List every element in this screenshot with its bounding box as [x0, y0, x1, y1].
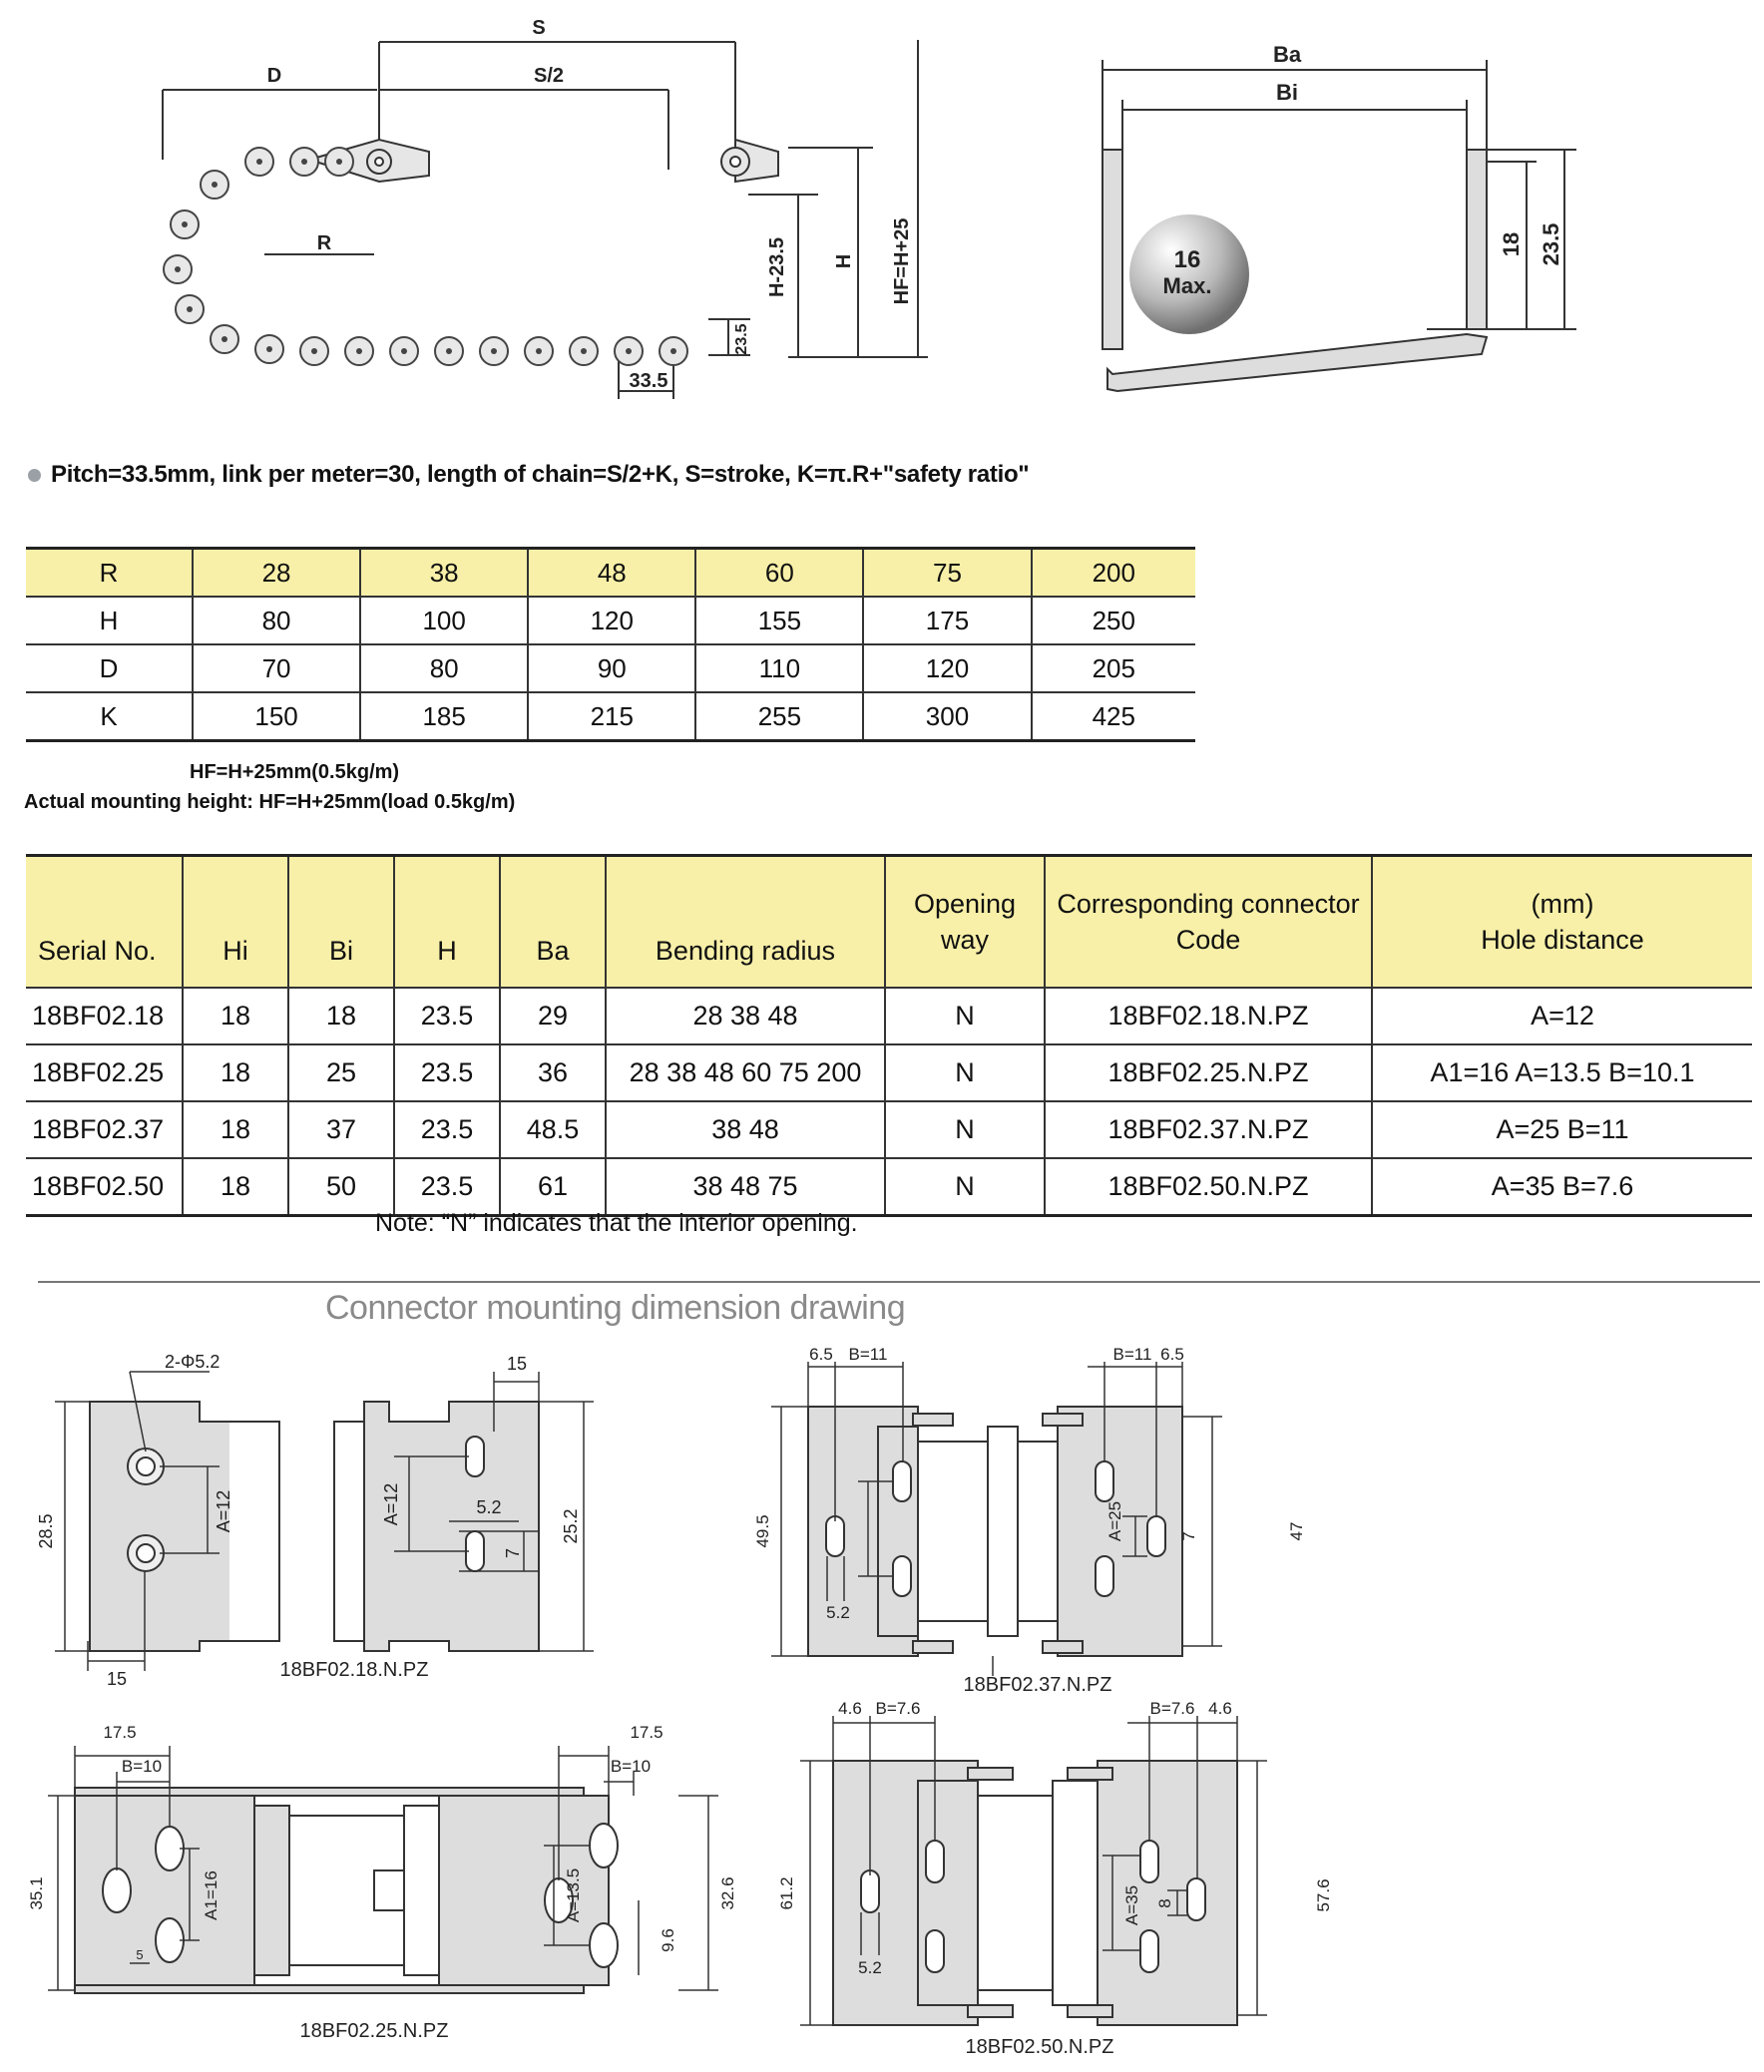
radius-cell: 250: [1032, 597, 1195, 644]
series-cell-h: 23.5: [394, 1101, 500, 1158]
dim-h235-label: H-23.5: [766, 236, 788, 298]
series-cell-hole: A=12: [1372, 988, 1752, 1044]
series-cell-hi: 18: [183, 1101, 288, 1158]
radius-cell: 90: [528, 644, 695, 692]
radius-cell: 60: [695, 549, 863, 598]
header-ba: Ba: [500, 856, 606, 989]
c37-code-label: 18BF02.37.N.PZ: [963, 1674, 1112, 1696]
c18-bot15-label: 15: [106, 1669, 128, 1689]
c18-slotw-label: 5.2: [476, 1497, 502, 1517]
series-cell-h: 23.5: [394, 1158, 500, 1216]
header-opening-line1: Opening: [913, 889, 1017, 919]
pitch-note-text: Pitch=33.5mm, link per meter=30, length of chain=S/2+K, S=stroke, K=π.R+"safety ratio": [51, 461, 1030, 488]
c37-hright-label: 47: [1287, 1521, 1306, 1541]
ball-max-label: Max.: [1162, 273, 1212, 298]
radius-cell: 80: [360, 644, 528, 692]
c25-bl-label: B=10: [121, 1757, 163, 1776]
c37-tr2-label: 6.5: [1160, 1345, 1184, 1364]
c25-br-label: B=10: [610, 1757, 652, 1776]
series-cell-bi: 50: [288, 1158, 394, 1216]
section-divider: [38, 1281, 1760, 1283]
series-cell-bi: 25: [288, 1044, 394, 1101]
series-cell-bending: 28 38 48: [606, 988, 885, 1044]
header-serial: Serial No.: [26, 856, 183, 989]
c50-tl2-label: B=7.6: [875, 1699, 921, 1718]
c25-hright-label: 32.6: [718, 1876, 737, 1910]
c37-tl1-label: 6.5: [809, 1345, 833, 1364]
c50-hleft-label: 61.2: [777, 1876, 796, 1910]
c25-hleft-label: 35.1: [27, 1876, 46, 1910]
header-opening-line2: way: [940, 925, 989, 955]
radius-row-label: R: [26, 549, 193, 598]
series-cell-connector: 18BF02.25.N.PZ: [1045, 1044, 1372, 1101]
series-cell-bi: 18: [288, 988, 394, 1044]
chain-side-view-drawing: [130, 0, 948, 409]
series-cell-connector: 18BF02.37.N.PZ: [1045, 1101, 1372, 1158]
c25-tl-label: 17.5: [103, 1723, 137, 1742]
radius-cell: 255: [695, 692, 863, 741]
c25-nine-label: 9.6: [659, 1928, 677, 1952]
connector-drawing-18: [30, 1342, 629, 1691]
series-cell-connector: 18BF02.18.N.PZ: [1045, 988, 1372, 1044]
c18-holes-label: 2-Φ5.2: [165, 1352, 220, 1372]
radius-row-label: H: [26, 597, 193, 644]
connector-drawing-25: [20, 1716, 738, 2055]
series-cell-serial: 18BF02.50: [26, 1158, 183, 1216]
radius-cell: 28: [193, 549, 360, 598]
series-cell-hole: A1=16 A=13.5 B=10.1: [1372, 1044, 1752, 1101]
header-connector-line2: Code: [1175, 925, 1241, 955]
series-cell-connector: 18BF02.50.N.PZ: [1045, 1158, 1372, 1216]
series-cell-hi: 18: [183, 1158, 288, 1216]
series-cell-opening: N: [885, 1044, 1045, 1101]
series-cell-ba: 61: [500, 1158, 606, 1216]
dim-ba-label: Ba: [1272, 42, 1302, 67]
chain-cross-section-drawing: [1088, 30, 1606, 409]
series-row: [26, 1044, 1752, 1101]
dim-bi-label: Bi: [1276, 80, 1298, 105]
connector-drawing-37: [743, 1342, 1342, 1701]
section-title: Connector mounting dimension drawing: [325, 1289, 906, 1327]
dim-pitch-label: 33.5: [629, 370, 668, 392]
series-cell-hi: 18: [183, 1044, 288, 1101]
series-cell-opening: N: [885, 988, 1045, 1044]
radius-cell: 425: [1032, 692, 1195, 741]
series-cell-bending: 38 48 75: [606, 1158, 885, 1216]
c25-five-label: 5: [136, 1947, 144, 1962]
series-cell-hi: 18: [183, 988, 288, 1044]
radius-cell: 100: [360, 597, 528, 644]
radius-cell: 70: [193, 644, 360, 692]
dim-d-label: D: [266, 65, 282, 87]
c50-tr2-label: 4.6: [1208, 1699, 1232, 1718]
series-cell-opening: N: [885, 1158, 1045, 1216]
c18-top15-label: 15: [506, 1354, 528, 1374]
radius-cell: 38: [360, 549, 528, 598]
series-cell-serial: 18BF02.37: [26, 1101, 183, 1158]
c37-a-label: A=25: [1105, 1500, 1124, 1542]
hf-note-2: Actual mounting height: HF=H+25mm(load 0.5kg/m): [24, 791, 516, 813]
series-header-row: [26, 856, 1752, 989]
dim-hi-label: 18: [1499, 231, 1524, 257]
hf-note-1: HF=H+25mm(0.5kg/m): [190, 761, 400, 783]
c18-code-label: 18BF02.18.N.PZ: [279, 1659, 429, 1681]
c18-hleft-label: 28.5: [36, 1513, 56, 1549]
series-cell-ba: 29: [500, 988, 606, 1044]
series-cell-serial: 18BF02.25: [26, 1044, 183, 1101]
series-cell-h: 23.5: [394, 1044, 500, 1101]
c50-code-label: 18BF02.50.N.PZ: [965, 2036, 1114, 2058]
radius-row-label: D: [26, 644, 193, 692]
c18-sloth-label: 7: [503, 1547, 523, 1559]
radius-cell: 205: [1032, 644, 1195, 692]
connector-drawing-50: [768, 1696, 1367, 2065]
radius-cell: 155: [695, 597, 863, 644]
radius-cell: 300: [863, 692, 1031, 741]
bending-radius-table: [26, 547, 1195, 742]
c37-tl2-label: B=11: [848, 1345, 888, 1364]
radius-cell: 110: [695, 644, 863, 692]
header-hole: [1372, 856, 1752, 989]
interior-opening-note: Note: “N” indicates that the interior opening.: [375, 1209, 858, 1237]
c37-hleft-label: 49.5: [753, 1514, 772, 1548]
dim-r-label: R: [316, 232, 332, 254]
c18-aright-label: A=12: [381, 1482, 401, 1526]
dim-235-label: 23.5: [733, 323, 750, 355]
radius-cell: 75: [863, 549, 1031, 598]
ball-size-label: 16: [1173, 246, 1201, 273]
c50-hright-label: 57.6: [1314, 1878, 1333, 1912]
radius-row-d: [26, 644, 1195, 692]
series-cell-hole: A=25 B=11: [1372, 1101, 1752, 1158]
series-cell-bending: 38 48: [606, 1101, 885, 1158]
header-bending: Bending radius: [606, 856, 885, 989]
radius-cell: 185: [360, 692, 528, 741]
header-connector-line1: Corresponding connector: [1057, 889, 1360, 919]
series-cell-opening: N: [885, 1101, 1045, 1158]
radius-cell: 200: [1032, 549, 1195, 598]
radius-row-k: [26, 692, 1195, 741]
radius-cell: 48: [528, 549, 695, 598]
series-cell-bi: 37: [288, 1101, 394, 1158]
series-cell-serial: 18BF02.18: [26, 988, 183, 1044]
dim-h-label: H: [833, 253, 855, 269]
radius-row-label: K: [26, 692, 193, 741]
radius-cell: 150: [193, 692, 360, 741]
series-spec-table: [26, 854, 1752, 1217]
header-connector: [1045, 856, 1372, 989]
radius-cell: 215: [528, 692, 695, 741]
series-cell-h: 23.5: [394, 988, 500, 1044]
series-row: [26, 1101, 1752, 1158]
series-cell-hole: A=35 B=7.6: [1372, 1158, 1752, 1216]
c50-a-label: A=35: [1122, 1884, 1141, 1926]
c50-tr1-label: B=7.6: [1149, 1699, 1195, 1718]
series-cell-bending: 28 38 48 60 75 200: [606, 1044, 885, 1101]
header-bi: Bi: [288, 856, 394, 989]
dim-hf-label: HF=H+25: [891, 217, 913, 305]
header-hole-line1: (mm): [1531, 889, 1594, 919]
dim-h-label: 23.5: [1539, 222, 1563, 266]
c18-hright-label: 25.2: [561, 1508, 581, 1544]
radius-cell: 175: [863, 597, 1031, 644]
c37-seven-label: 7: [1179, 1531, 1198, 1541]
c25-tr-label: 17.5: [630, 1723, 663, 1742]
series-row: [26, 1158, 1752, 1216]
header-hole-line2: Hole distance: [1481, 925, 1644, 955]
series-cell-ba: 48.5: [500, 1101, 606, 1158]
radius-cell: 120: [528, 597, 695, 644]
dim-s2-label: S/2: [533, 65, 565, 87]
series-row: [26, 988, 1752, 1044]
c37-tr1-label: B=11: [1112, 1345, 1152, 1364]
c50-eight-label: 8: [1155, 1898, 1174, 1908]
c50-slot-label: 5.2: [858, 1958, 882, 1977]
pitch-note: [28, 461, 1029, 489]
header-opening: [885, 856, 1045, 989]
c18-aleft-label: A=12: [214, 1489, 233, 1533]
bullet-dot-icon: [28, 469, 41, 482]
c37-slot-label: 5.2: [826, 1603, 850, 1622]
radius-row-h: [26, 597, 1195, 644]
radius-cell: 80: [193, 597, 360, 644]
c50-tl1-label: 4.6: [838, 1699, 862, 1718]
series-cell-ba: 36: [500, 1044, 606, 1101]
header-hi: Hi: [183, 856, 288, 989]
radius-cell: 120: [863, 644, 1031, 692]
c25-a1-label: A1=16: [202, 1870, 220, 1920]
dim-s-label: S: [532, 17, 546, 39]
c25-a-label: A=13.5: [564, 1867, 583, 1923]
radius-row-r: [26, 549, 1195, 598]
c25-code-label: 18BF02.25.N.PZ: [299, 2020, 449, 2042]
header-h: H: [394, 856, 500, 989]
